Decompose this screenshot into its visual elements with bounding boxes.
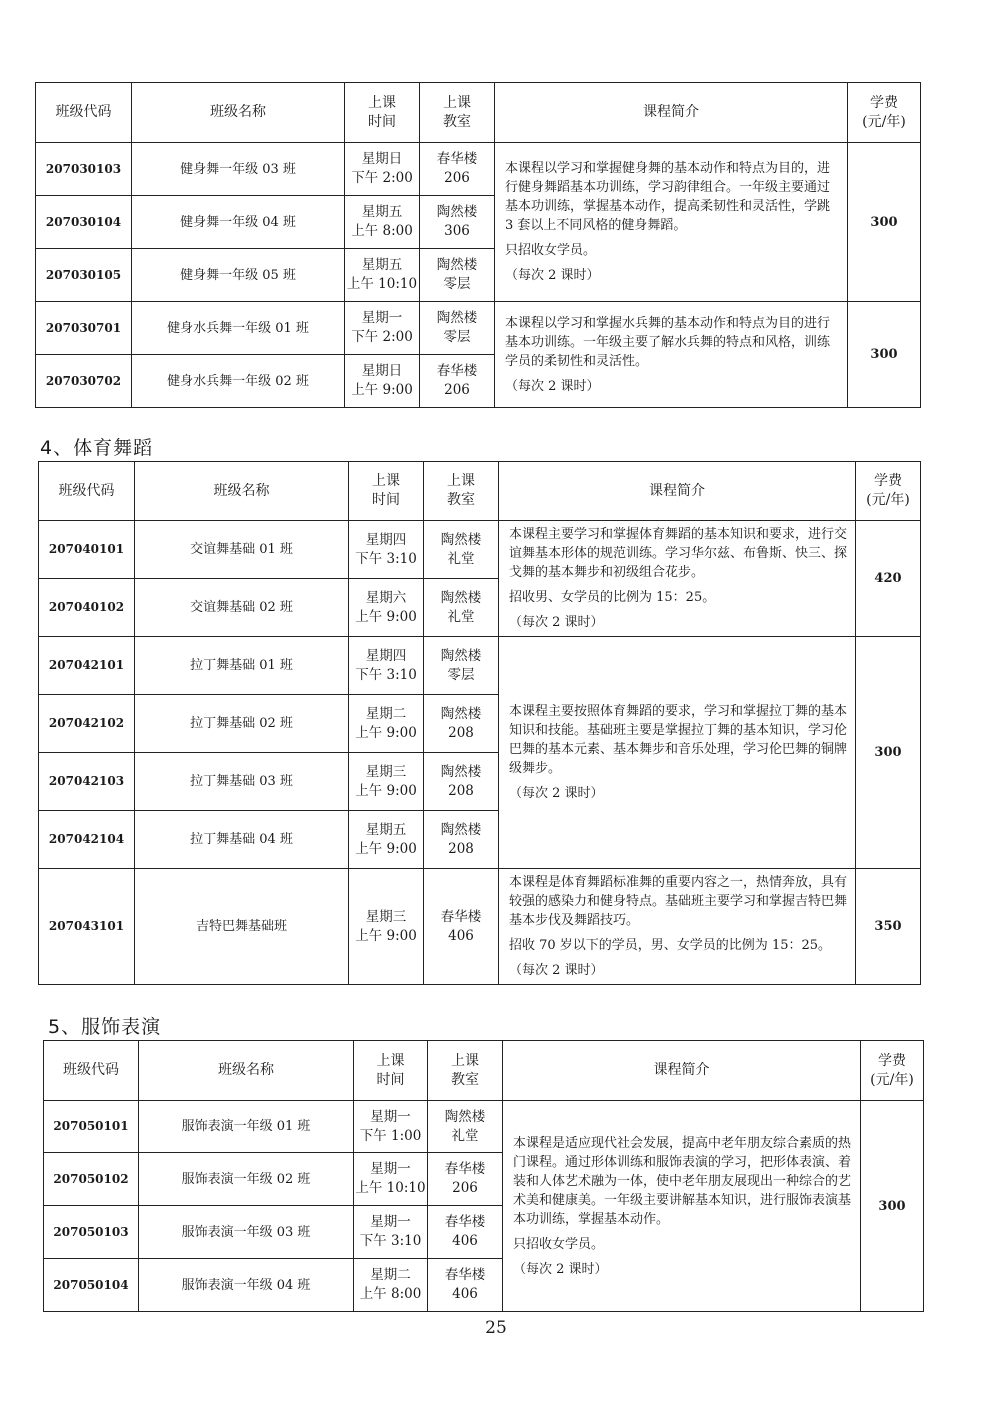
table-row xyxy=(36,143,921,196)
header-time: 上课 时间 xyxy=(345,83,420,143)
table-row xyxy=(36,302,921,355)
class-code: 207030105 xyxy=(36,249,132,302)
class-time: 星期日 下午 2:00 xyxy=(345,143,420,196)
class-time: 星期五 上午 10:10 xyxy=(345,249,420,302)
section-title-fashion-show: 5、服饰表演 xyxy=(48,1016,162,1038)
class-code: 207042104 xyxy=(39,811,135,869)
class-name: 健身舞一年级 03 班 xyxy=(132,143,345,196)
course-description xyxy=(499,869,856,985)
class-time: 星期二 上午 8:00 xyxy=(354,1259,428,1312)
class-room: 春华楼 206 xyxy=(420,355,495,408)
class-time: 星期六 上午 9:00 xyxy=(349,579,424,637)
description-text: 本课程主要按照体育舞蹈的要求，学习和掌握拉丁舞的基本知识和技能。基础班主要是掌握拉丁舞的基本知识，学习伦巴舞的基本元素、基本舞步和音乐处理，学习伦巴舞的铜牌级舞步。 xyxy=(509,704,848,776)
tuition-fee: 300 xyxy=(848,302,921,408)
header-room: 上课 教室 xyxy=(424,462,499,521)
class-room: 陶然楼 礼堂 xyxy=(424,579,499,637)
class-time: 星期日 上午 9:00 xyxy=(345,355,420,408)
table-sports-dance xyxy=(38,461,921,985)
tuition-fee: 420 xyxy=(856,521,921,637)
class-name: 吉特巴舞基础班 xyxy=(135,869,349,985)
description-text: 本课程以学习和掌握健身舞的基本动作和特点为目的，进行健身舞蹈基本功训练，学习韵律组合。一年级主要通过基本功训练，掌握基本动作，提高柔韧性和灵活性，学跳 3 套以上不同风格的健身舞蹈。 xyxy=(505,161,831,233)
class-name: 拉丁舞基础 04 班 xyxy=(135,811,349,869)
header-fee: 学费 (元/年) xyxy=(856,462,921,521)
class-room: 春华楼 406 xyxy=(428,1206,503,1259)
enrollment-note: 只招收女学员。 xyxy=(513,1236,605,1252)
class-room: 陶然楼 零层 xyxy=(424,637,499,695)
header-fee: 学费 (元/年) xyxy=(848,83,921,143)
header-code: 班级代码 xyxy=(44,1041,139,1101)
header-name: 班级名称 xyxy=(139,1041,354,1101)
course-description xyxy=(499,637,856,869)
course-description xyxy=(495,302,848,408)
class-name: 服饰表演一年级 02 班 xyxy=(139,1153,354,1206)
class-room: 陶然楼 礼堂 xyxy=(428,1101,503,1153)
hours-note: （每次 2 课时） xyxy=(509,963,604,978)
enrollment-note: 招收男、女学员的比例为 15：25。 xyxy=(509,590,716,605)
class-name: 健身舞一年级 04 班 xyxy=(132,196,345,249)
class-time: 星期三 上午 9:00 xyxy=(349,753,424,811)
hours-note: （每次 2 课时） xyxy=(505,268,600,283)
table-row xyxy=(39,869,921,985)
hours-note: （每次 2 课时） xyxy=(505,378,600,394)
class-code: 207050104 xyxy=(44,1259,139,1312)
header-code: 班级代码 xyxy=(36,83,132,143)
class-code: 207030103 xyxy=(36,143,132,196)
description-text: 本课程以学习和掌握水兵舞的基本动作和特点为目的进行基本功训练。一年级主要了解水兵舞的特点和风格，训练学员的柔韧性和灵活性。 xyxy=(505,315,831,369)
class-room: 陶然楼 礼堂 xyxy=(424,521,499,579)
header-fee: 学费 (元/年) xyxy=(861,1041,924,1101)
tuition-fee: 350 xyxy=(856,869,921,985)
table-header-row xyxy=(36,83,921,143)
header-time: 上课 时间 xyxy=(354,1041,428,1101)
class-code: 207030702 xyxy=(36,355,132,408)
class-code: 207030701 xyxy=(36,302,132,355)
class-time: 星期四 下午 3:10 xyxy=(349,521,424,579)
table-row xyxy=(44,1101,924,1153)
class-time: 星期一 下午 3:10 xyxy=(354,1206,428,1259)
class-room: 陶然楼 零层 xyxy=(420,302,495,355)
class-time: 星期五 上午 9:00 xyxy=(349,811,424,869)
class-code: 207040102 xyxy=(39,579,135,637)
class-time: 星期四 下午 3:10 xyxy=(349,637,424,695)
class-room: 陶然楼 208 xyxy=(424,811,499,869)
header-name: 班级名称 xyxy=(132,83,345,143)
class-time: 星期三 上午 9:00 xyxy=(349,869,424,985)
class-name: 交谊舞基础 01 班 xyxy=(135,521,349,579)
hours-note: （每次 2 课时） xyxy=(509,786,604,801)
table-row xyxy=(39,637,921,695)
class-name: 交谊舞基础 02 班 xyxy=(135,579,349,637)
course-description xyxy=(495,143,848,302)
header-room: 上课 教室 xyxy=(420,83,495,143)
class-room: 陶然楼 零层 xyxy=(420,249,495,302)
class-room: 陶然楼 208 xyxy=(424,753,499,811)
class-room: 春华楼 206 xyxy=(420,143,495,196)
class-room: 春华楼 406 xyxy=(424,869,499,985)
header-name: 班级名称 xyxy=(135,462,349,521)
header-desc: 课程简介 xyxy=(499,462,856,521)
class-name: 服饰表演一年级 01 班 xyxy=(139,1101,354,1153)
header-room: 上课 教室 xyxy=(428,1041,503,1101)
class-code: 207040101 xyxy=(39,521,135,579)
course-description xyxy=(503,1101,861,1312)
description-text: 本课程主要学习和掌握体育舞蹈的基本知识和要求，进行交谊舞基本形体的规范训练。学习华尔兹、布鲁斯、快三、探戈舞的基本舞步和初级组合花步。 xyxy=(509,527,848,580)
header-desc: 课程简介 xyxy=(503,1041,861,1101)
enrollment-note: 招收 70 岁以下的学员，男、女学员的比例为 15：25。 xyxy=(509,938,832,953)
class-name: 健身舞一年级 05 班 xyxy=(132,249,345,302)
description-text: 本课程是体育舞蹈标准舞的重要内容之一，热情奔放，具有较强的感染力和健身特点。基础班主要学习和掌握吉特巴舞基本步伐及舞蹈技巧。 xyxy=(509,875,848,928)
class-name: 拉丁舞基础 02 班 xyxy=(135,695,349,753)
class-name: 拉丁舞基础 01 班 xyxy=(135,637,349,695)
course-description xyxy=(499,521,856,637)
table-header-row xyxy=(39,462,921,521)
class-name: 服饰表演一年级 04 班 xyxy=(139,1259,354,1312)
table-header-row xyxy=(44,1041,924,1101)
class-time: 星期二 上午 9:00 xyxy=(349,695,424,753)
class-code: 207043101 xyxy=(39,869,135,985)
tuition-fee: 300 xyxy=(856,637,921,869)
section-title-sports-dance: 4、体育舞蹈 xyxy=(40,437,154,459)
enrollment-note: 只招收女学员。 xyxy=(505,243,597,258)
header-code: 班级代码 xyxy=(39,462,135,521)
class-code: 207042101 xyxy=(39,637,135,695)
class-name: 健身水兵舞一年级 02 班 xyxy=(132,355,345,408)
page-number: 25 xyxy=(485,1318,507,1338)
class-room: 陶然楼 306 xyxy=(420,196,495,249)
table-fashion-show xyxy=(43,1040,924,1312)
class-time: 星期一 下午 2:00 xyxy=(345,302,420,355)
table-dance-fitness xyxy=(35,82,921,408)
hours-note: （每次 2 课时） xyxy=(509,615,604,630)
class-name: 服饰表演一年级 03 班 xyxy=(139,1206,354,1259)
class-time: 星期一 下午 1:00 xyxy=(354,1101,428,1153)
class-name: 拉丁舞基础 03 班 xyxy=(135,753,349,811)
tuition-fee: 300 xyxy=(861,1101,924,1312)
header-desc: 课程简介 xyxy=(495,83,848,143)
class-code: 207042103 xyxy=(39,753,135,811)
header-time: 上课 时间 xyxy=(349,462,424,521)
class-code: 207050103 xyxy=(44,1206,139,1259)
class-time: 星期一 上午 10:10 xyxy=(354,1153,428,1206)
class-room: 陶然楼 208 xyxy=(424,695,499,753)
hours-note: （每次 2 课时） xyxy=(513,1261,608,1277)
description-text: 本课程是适应现代社会发展，提高中老年朋友综合素质的热门课程。通过形体训练和服饰表演的学习，把形体表演、着装和人体艺术融为一体，使中老年朋友展现出一种综合的艺术美和健康美。一年级主要讲解基本知识，进行服饰表演基本功训练，掌握基本动作。 xyxy=(513,1135,852,1227)
table-row xyxy=(39,521,921,579)
class-code: 207050101 xyxy=(44,1101,139,1153)
class-time: 星期五 上午 8:00 xyxy=(345,196,420,249)
class-room: 春华楼 206 xyxy=(428,1153,503,1206)
class-code: 207042102 xyxy=(39,695,135,753)
class-room: 春华楼 406 xyxy=(428,1259,503,1312)
class-code: 207050102 xyxy=(44,1153,139,1206)
class-name: 健身水兵舞一年级 01 班 xyxy=(132,302,345,355)
tuition-fee: 300 xyxy=(848,143,921,302)
class-code: 207030104 xyxy=(36,196,132,249)
